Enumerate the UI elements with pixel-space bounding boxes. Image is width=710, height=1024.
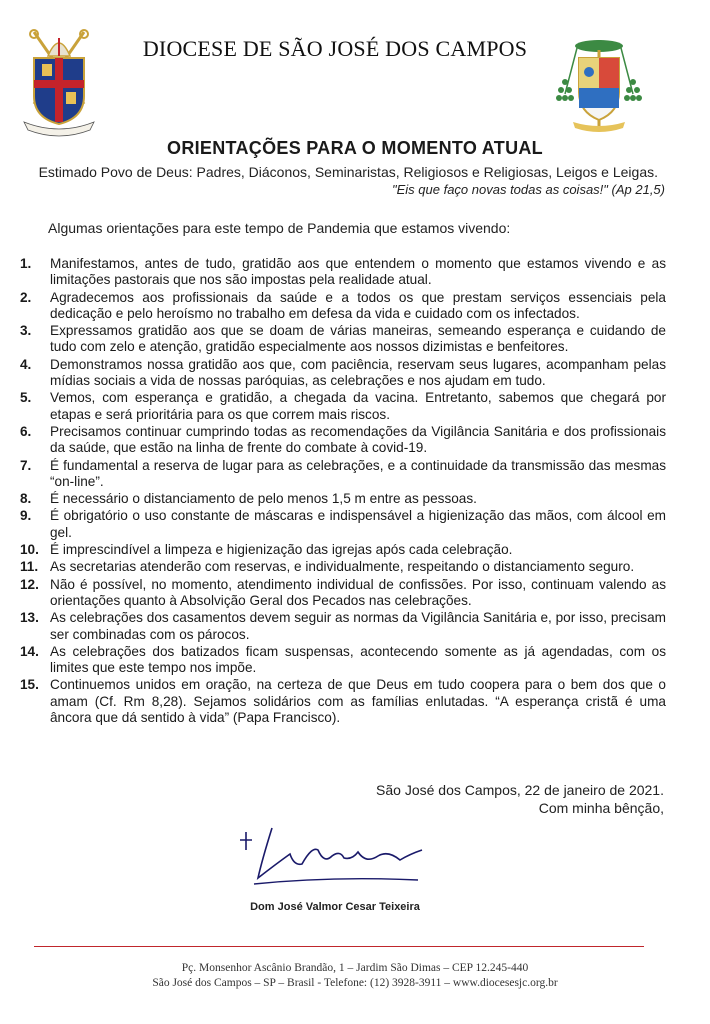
footer-contact: São José dos Campos – SP – Brasil - Telefone: (12) 3928-3911 – www.diocesesjc.org.br: [152, 977, 558, 989]
list-item: [20, 644, 666, 677]
bishop-coat-of-arms-icon: [555, 34, 643, 134]
item-text: É obrigatório o uso constante de máscaras e indispensável a higienização das mãos, com álcool em gel.: [50, 508, 666, 540]
item-text: Não é possível, no momento, atendimento individual de confissões. Por isso, continuam valendo as orientações quanto à Absolvição Geral dos Pecados nas celebrações.: [50, 576, 666, 608]
item-text: As secretarias atenderão com reservas, e individualmente, respeitando o distanciamento seguro.: [50, 559, 635, 575]
item-number: 3.: [20, 323, 32, 339]
item-number: 14.: [20, 643, 39, 659]
item-number: 6.: [20, 423, 32, 439]
item-number: 9.: [20, 508, 32, 524]
handwritten-signature: [232, 820, 432, 900]
diocese-coat-of-arms-icon: [20, 26, 98, 138]
item-number: 7.: [20, 457, 32, 473]
item-number: 11.: [20, 559, 39, 575]
item-text: As celebrações dos casamentos devem seguir as normas da Vigilância Sanitária e, por isso, precisam ser combinadas com os párocos.: [50, 610, 666, 642]
item-text: Vemos, com esperança e gratidão, a chegada da vacina. Entretanto, sabemos que chegará por etapas e será prioritária para os que correm mais riscos.: [50, 390, 666, 422]
item-text: Demonstramos nossa gratidão aos que, com paciência, reservam seus lugares, acompanham pelas mídias sociais a vida de nossas paróquias, as celebrações e nos ajudam em tudo.: [50, 356, 666, 389]
item-text: Agradecemos aos profissionais da saúde e a todos os que prestam serviços essenciais pela dedicação e pelo heroísmo no trabalho em defesa da vida e cuidado com os infectados.: [50, 289, 666, 321]
list-item: [20, 542, 666, 558]
item-text: Manifestamos, antes de tudo, gratidão aos que entendem o momento que estamos vivendo e as limitações pastorais que nos são impostas pela realidade atual.: [50, 256, 666, 288]
list-item: [20, 424, 666, 457]
list-item: [20, 577, 666, 610]
place-date: São José dos Campos, 22 de janeiro de 2021.: [376, 782, 664, 798]
footer-address: Pç. Monsenhor Ascânio Brandão, 1 – Jardim São Dimas – CEP 12.245-440: [181, 962, 529, 974]
item-text: As celebrações dos batizados ficam suspensas, acontecendo somente as já agendadas, com os limites que este tempo nos impõe.: [50, 643, 666, 676]
greeting-line: Estimado Povo de Deus: Padres, Diáconos, Seminaristas, Religiosos e Religiosas, Leigos e Leigas.: [38, 164, 658, 180]
document-title: ORIENTAÇÕES PARA O MOMENTO ATUAL: [167, 138, 543, 158]
item-number: 8.: [20, 491, 32, 507]
list-item: [20, 357, 666, 390]
list-item: [20, 491, 666, 507]
item-text: Precisamos continuar cumprindo todas as recomendações da Vigilância Sanitária e dos profissionais da saúde, que estão na linha de frente do combate à covid-19.: [50, 423, 666, 456]
guidance-list: [20, 256, 666, 727]
list-item: [20, 256, 666, 289]
list-item: [20, 458, 666, 491]
item-number: 12.: [20, 576, 39, 592]
list-item: [20, 323, 666, 356]
item-number: 15.: [20, 677, 39, 693]
item-text: É fundamental a reserva de lugar para as celebrações, e a continuidade da transmissão das mesmas “on-line”.: [50, 457, 666, 489]
list-item: [20, 610, 666, 643]
list-item: [20, 290, 666, 323]
list-item: [20, 508, 666, 541]
item-text: Continuemos unidos em oração, na certeza de que Deus em tudo coopera para o bem dos que o amam (Cf. Rm 8,28). Sejamos solidários com as famílias enlutadas. “A esperança cristã é uma âncora que dá sentido à vida” (Papa Francisco).: [50, 677, 666, 726]
item-number: 13.: [20, 610, 39, 626]
footer-divider: [34, 946, 644, 947]
item-text: Expressamos gratidão aos que se doam de várias maneiras, semeando esperança e cuidando de tudo com zelo e atenção, gratidão especialmente aos nossos dizimistas e benfeitores.: [50, 323, 666, 355]
list-item: [20, 677, 666, 726]
item-text: É necessário o distanciamento de pelo menos 1,5 m entre as pessoas.: [50, 491, 477, 507]
item-text: É imprescindível a limpeza e higienização das igrejas após cada celebração.: [50, 542, 513, 558]
signer-name: Dom José Valmor Cesar Teixeira: [250, 901, 420, 913]
list-item: [20, 390, 666, 423]
intro-paragraph: Algumas orientações para este tempo de Pandemia que estamos vivendo:: [48, 220, 511, 236]
list-item: [20, 559, 666, 575]
blessing-line: Com minha bênção,: [538, 800, 664, 816]
item-number: 5.: [20, 390, 32, 406]
bible-quote: "Eis que faço novas todas as coisas!" (Ap 21,5): [392, 182, 665, 197]
item-number: 10.: [20, 542, 39, 558]
diocese-name: DIOCESE DE SÃO JOSÉ DOS CAMPOS: [142, 36, 528, 61]
item-number: 4.: [20, 356, 32, 372]
item-number: 2.: [20, 289, 32, 305]
item-number: 1.: [20, 256, 32, 271]
